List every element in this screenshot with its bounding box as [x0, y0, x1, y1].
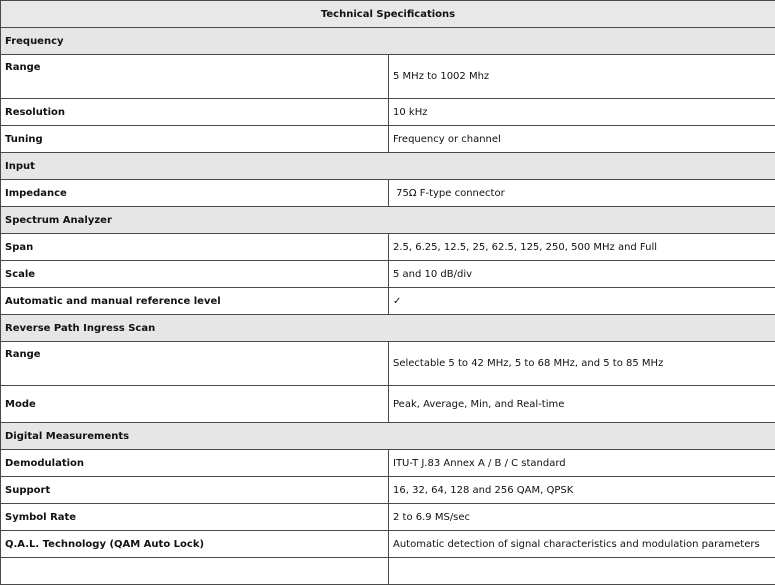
- table-row: [1, 342, 775, 386]
- check-mark-icon: ✓: [389, 288, 775, 315]
- spec-value: 2 to 6.9 MS/sec: [389, 504, 775, 531]
- section-heading: Input: [1, 153, 775, 180]
- spec-value: 2.5, 6.25, 12.5, 25, 62.5, 125, 250, 500 MHz and Full: [389, 234, 775, 261]
- table-row: [1, 477, 775, 504]
- spec-label: Support: [1, 477, 389, 504]
- table-row: [1, 180, 775, 207]
- spec-label: Range: [1, 55, 389, 99]
- spec-value: 16, 32, 64, 128 and 256 QAM, QPSK: [389, 477, 775, 504]
- spec-label: Q.A.L. Technology (QAM Auto Lock): [1, 531, 389, 558]
- spec-value: Frequency or channel: [389, 126, 775, 153]
- spec-label-empty: [1, 558, 389, 585]
- table-row: [1, 288, 775, 315]
- spec-value: 5 and 10 dB/div: [389, 261, 775, 288]
- section-reverse-path-ingress-scan: [1, 315, 775, 342]
- table-row: [1, 99, 775, 126]
- section-digital-measurements: [1, 423, 775, 450]
- section-heading: Spectrum Analyzer: [1, 207, 775, 234]
- table-row: [1, 126, 775, 153]
- table-row: [1, 55, 775, 99]
- spec-label: Impedance: [1, 180, 389, 207]
- spec-label: Scale: [1, 261, 389, 288]
- table-header-row: [1, 1, 775, 28]
- table-title: Technical Specifications: [1, 1, 775, 28]
- table-row: [1, 450, 775, 477]
- section-heading: Frequency: [1, 28, 775, 55]
- spec-value-empty: [389, 558, 775, 585]
- table-row: [1, 386, 775, 423]
- spec-label: Symbol Rate: [1, 504, 389, 531]
- table-row: [1, 504, 775, 531]
- spec-label: Range: [1, 342, 389, 386]
- spec-label: Resolution: [1, 99, 389, 126]
- spec-value: Selectable 5 to 42 MHz, 5 to 68 MHz, and 5 to 85 MHz: [389, 342, 775, 386]
- spec-label: Span: [1, 234, 389, 261]
- table-row: [1, 234, 775, 261]
- table-row: [1, 261, 775, 288]
- spec-label: Demodulation: [1, 450, 389, 477]
- spec-value: Peak, Average, Min, and Real-time: [389, 386, 775, 423]
- spec-label: Automatic and manual reference level: [1, 288, 389, 315]
- spec-value: 5 MHz to 1002 Mhz: [389, 55, 775, 99]
- section-heading: Reverse Path Ingress Scan: [1, 315, 775, 342]
- spec-value: 10 kHz: [389, 99, 775, 126]
- section-heading: Digital Measurements: [1, 423, 775, 450]
- spec-label: Mode: [1, 386, 389, 423]
- spec-value: ITU-T J.83 Annex A / B / C standard: [389, 450, 775, 477]
- spec-value: 75Ω F-type connector: [389, 180, 775, 207]
- spec-label: Tuning: [1, 126, 389, 153]
- section-spectrum-analyzer: [1, 207, 775, 234]
- section-frequency: [1, 28, 775, 55]
- spec-value: Automatic detection of signal characteristics and modulation parameters: [389, 531, 775, 558]
- section-input: [1, 153, 775, 180]
- table-row: [1, 558, 775, 585]
